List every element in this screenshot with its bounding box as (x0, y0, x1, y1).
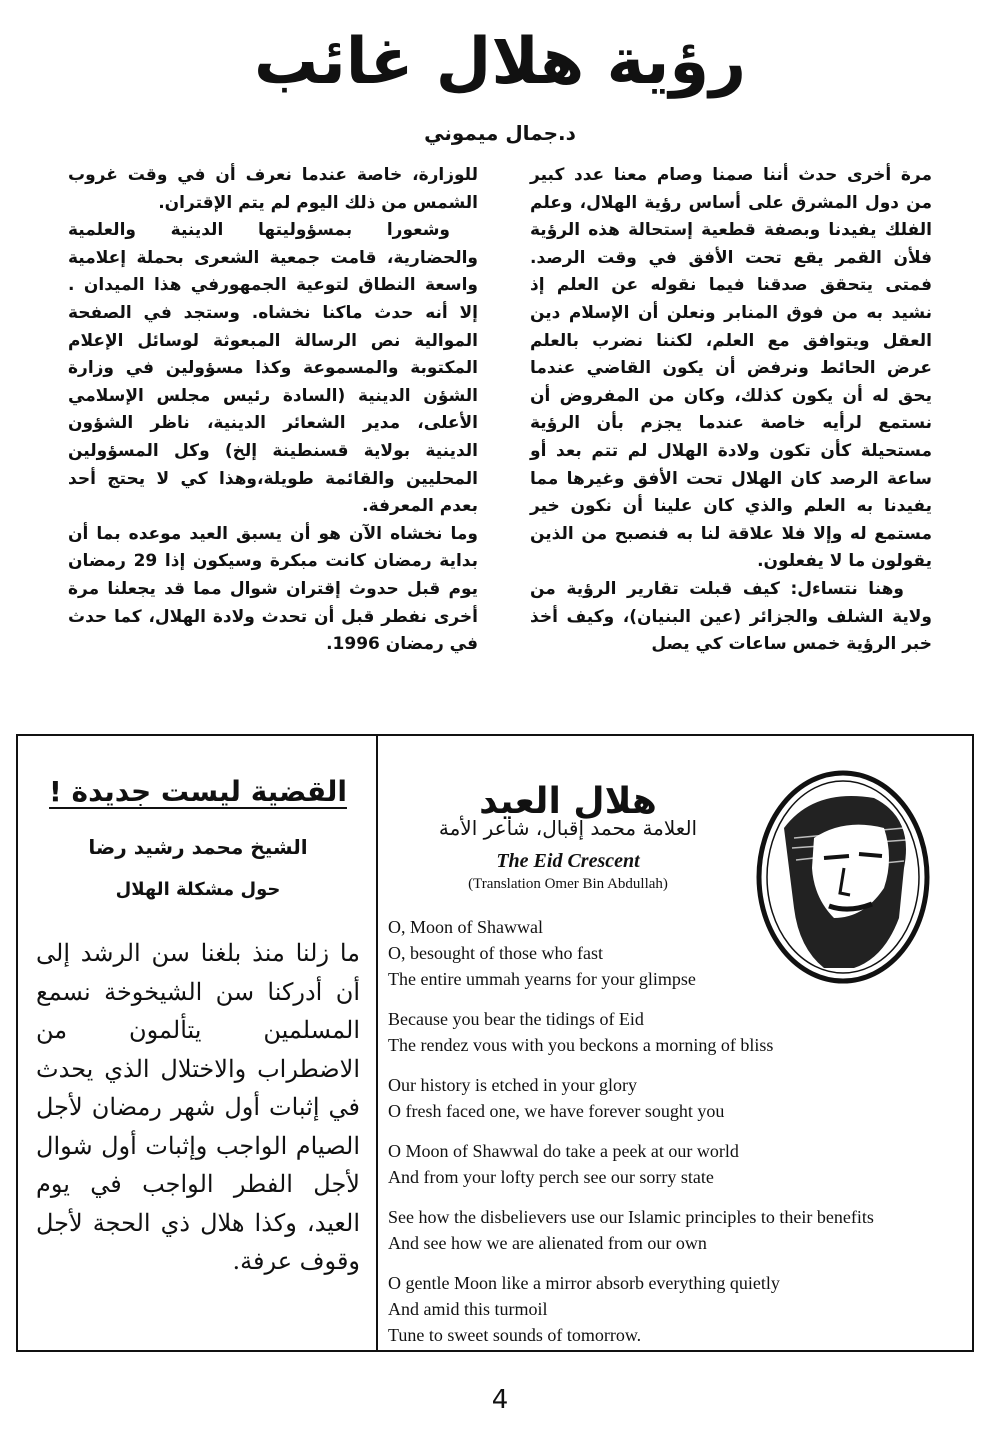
poem-stanza (388, 914, 968, 992)
poem-text (388, 914, 968, 1362)
poem-line: See how the disbelievers use our Islamic principles to their benefits (388, 1207, 874, 1227)
poem-line: And amid this turmoil (388, 1299, 548, 1319)
poem-stanza (388, 1138, 968, 1190)
paragraph: مرة أخرى حدث أننا صمنا وصام معنا عدد كبير من دول المشرق على أساس رؤية الهلال، وعلم الفلك يفيدنا وبصفة قطعية إستحالة هذه الرؤية فلأن القمر يقع تحت الأفق في وقت الرصد. فمتى يتحقق صدقنا فيما نقوله عن العلم إذ نشيد به من فوق المنابر ونعلن أن الإسلام دين العقل ويتوافق مع العلم، لكننا نضرب بالعلم عرض الحائط ونرفض أن يكون القاضي عندما يحق له أن يكون كذلك، وكان من المفروض أن نستمع لرأيه خاصة عندما يجزم بأن الرؤية مستحيلة كأن تكون ولادة الهلال لم تتم بعد أو ساعة الرصد كان الهلال تحت الأفق وغيرها مما يفيدنا به العلم والذي كان علينا أن نكون خير مستمع له وإلا فلا علاقة لنا به فنصبح من الذين يقولون ما لا يفعلون. (530, 165, 932, 572)
poem-poet: العلامة محمد إقبال، شاعر الأمة (438, 816, 698, 840)
poem-line: Tune to sweet sounds of tomorrow. (388, 1325, 642, 1345)
paragraph: للوزارة، خاصة عندما نعرف أن في وقت غروب الشمس من ذلك اليوم لم يتم الإقتران. (68, 165, 478, 213)
poem-english-title: The Eid Crescent (496, 850, 640, 872)
poem-line: Because you bear the tidings of Eid (388, 1009, 644, 1029)
sidebar-title: القضية ليست جديدة ! (49, 775, 347, 808)
poem-stanza (388, 1270, 968, 1348)
article-title: رؤية هلال غائب (253, 25, 747, 99)
poem-stanza (388, 1072, 968, 1124)
poem-line: O, besought of those who fast (388, 943, 603, 963)
bottom-panel (16, 734, 974, 1352)
poem-stanza (388, 1006, 968, 1058)
poem-line: O, Moon of Shawwal (388, 917, 543, 937)
paragraph: وشعورا بمسؤوليتها الدينية والعلمية والحضارية، قامت جمعية الشعرى بحملة إعلامية واسعة النطاق لتوعية الجمهورفي هذا الميدان . إلا أنه حدث ماكنا نخشاه. وستجد في الصفحة الموالية نص الرسالة المبعوثة لوسائل الإعلام المكتوبة والمسموعة وكذا مسؤولين في وزارة الشؤن الدينية (السادة رئيس مجلس الإسلامي الأعلى، مدير الشعائر الدينية، ناظر الشؤون الدينية بولاية قسنطينة إلخ) وكل المسؤولين المحليين والقائمة طويلة،وهذا كي لا يحتج أحد بعدم المعرفة. (68, 220, 478, 517)
poem-line: And from your lofty perch see our sorry state (388, 1167, 714, 1187)
paragraph: وما نخشاه الآن هو أن يسبق العيد موعده بما أن بداية رمضان كانت مبكرة وسيكون إذا 29 رمضان يوم قبل حدوث إقتران شوال مما قد يجعلنا مرة أخرى نفطر قبل أن تحدث ولادة الهلال، كما حدث في رمضان 1996. (68, 523, 478, 655)
article-column-right (530, 162, 932, 659)
poem-line: Our history is etched in your glory (388, 1075, 637, 1095)
poem-stanza (388, 1204, 968, 1256)
poem-line: The rendez vous with you beckons a morning of bliss (388, 1035, 774, 1055)
paragraph: وهنا نتساءل: كيف قبلت تقارير الرؤية من ولاية الشلف والجزائر (عين البنيان)، وكيف أخذ خبر الرؤية خمس ساعات كي يصل (530, 578, 932, 655)
sidebar-body: ما زلنا منذ بلغنا سن الرشد إلى أن أدركنا سن الشيخوخة نسمع المسلمين يتألمون من الاضطراب والاختلال الذي يحدث في إثبات أول شهر رمضان لأجل الصيام الواجب وإثبات أول شوال لأجل الفطر الواجب في يوم العيد، وكذا هلال ذي الحجة لأجل وقوف عرفة. (36, 939, 360, 1275)
sidebar-subtitle: حول مشكلة الهلال (115, 879, 281, 900)
poem-line: O gentle Moon like a mirror absorb everything quietly (388, 1273, 780, 1293)
poem-line: The entire ummah yearns for your glimpse (388, 969, 696, 989)
article-author: د.جمال ميموني (424, 121, 576, 145)
poem-line: And see how we are alienated from our own (388, 1233, 707, 1253)
poem-line: O Moon of Shawwal do take a peek at our world (388, 1141, 739, 1161)
page-number: 4 (491, 1385, 509, 1415)
poem-arabic-title: هلال العيد (479, 781, 657, 822)
poem-translation-credit: (Translation Omer Bin Abdullah) (468, 876, 668, 892)
poem-line: O fresh faced one, we have forever sought you (388, 1101, 725, 1121)
article-column-left (68, 162, 478, 659)
sidebar-author: الشيخ محمد رشيد رضا (88, 835, 308, 859)
